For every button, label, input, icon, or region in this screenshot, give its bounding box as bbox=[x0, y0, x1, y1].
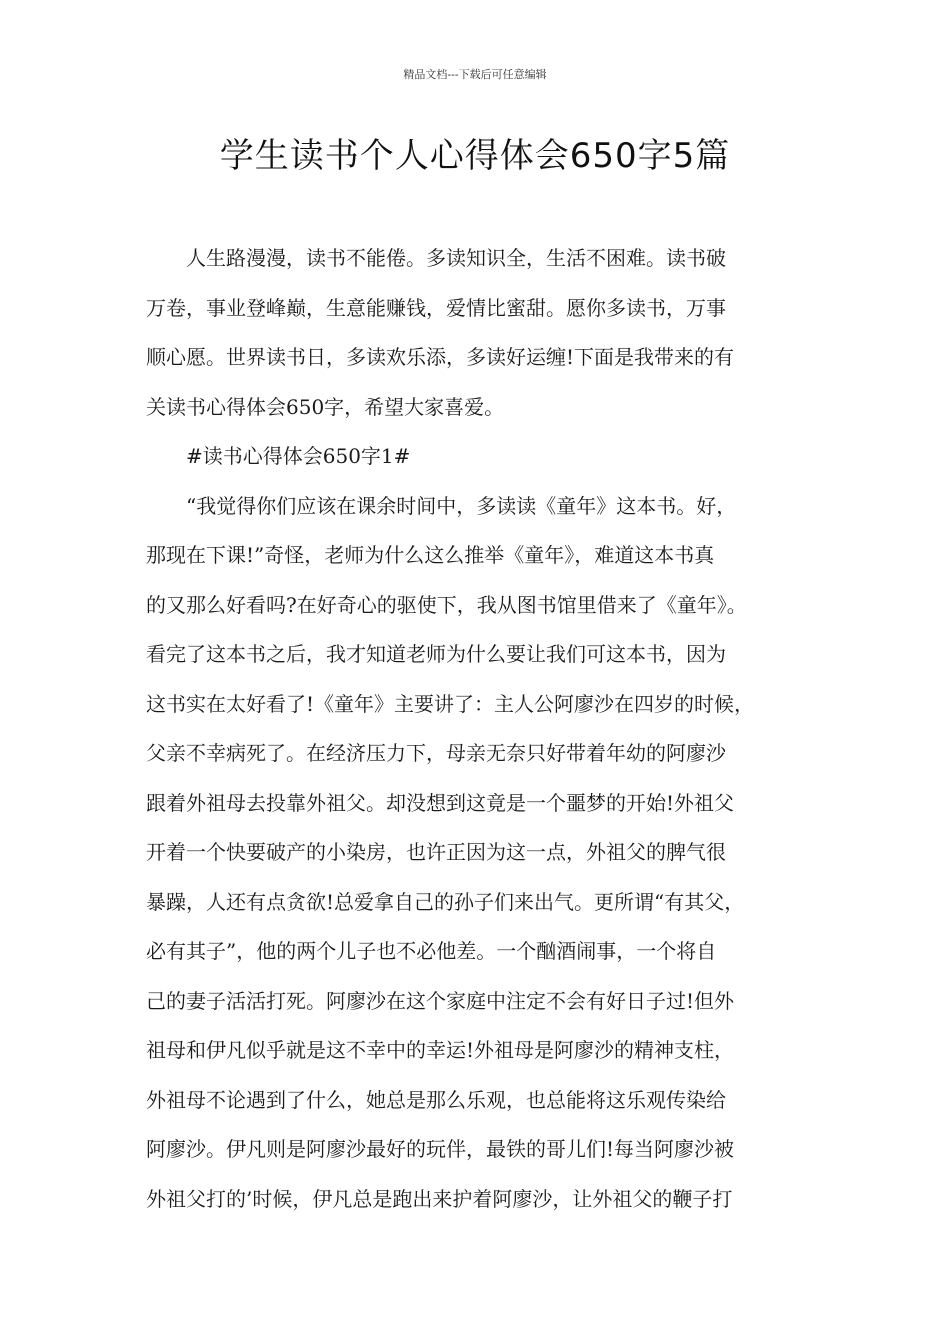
paragraph-line: 顺心愿。世界读书日，多读欢乐添，多读好运缠!下面是我带来的有 bbox=[146, 345, 735, 369]
paragraph-line: 人生路漫漫，读书不能倦。多读知识全，生活不困难。读书破 bbox=[186, 246, 726, 270]
paragraph-line: 这书实在太好看了!《童年》主要讲了：主人公阿廖沙在四岁的时候， bbox=[146, 691, 755, 716]
paragraph-line: 阿廖沙。伊凡则是阿廖沙最好的玩伴，最铁的哥儿们!每当阿廖沙被 bbox=[146, 1137, 735, 1161]
paragraph-line: 的又那么好看吗?在好奇心的驱使下，我从图书馆里借来了《童年》。 bbox=[146, 592, 747, 617]
paragraph-line: 己的妻子活活打死。阿廖沙在这个家庭中注定不会有好日子过!但外 bbox=[146, 988, 735, 1013]
paragraph-line: 必有其子”，他的两个儿子也不必他差。一个酗酒闹事，一个将自 bbox=[146, 939, 717, 963]
paragraph-line: 那现在下课!”奇怪，老师为什么这么推举《童年》，难道这本书真 bbox=[146, 543, 715, 567]
document-body bbox=[146, 234, 832, 1224]
paragraph-line: 关读书心得体会650字，希望大家喜爱。 bbox=[146, 394, 505, 419]
paragraph-line: 祖母和伊凡似乎就是这不幸中的幸运!外祖母是阿廖沙的精神支柱， bbox=[146, 1038, 735, 1062]
paragraph-line: 开着一个快要破产的小染房，也许正因为这一点，外祖父的脾气很 bbox=[146, 840, 726, 864]
paragraph-line: 父亲不幸病死了。在经济压力下，母亲无奈只好带着年幼的阿廖沙 bbox=[146, 741, 726, 765]
page-title: 学生读书个人心得体会650字5篇 bbox=[219, 136, 731, 176]
paragraph-line: 跟着外祖母去投靠外祖父。却没想到这竟是一个噩梦的开始!外祖父 bbox=[146, 790, 735, 815]
paragraph-line: “我觉得你们应该在课余时间中，多读读《童年》这本书。好， bbox=[186, 493, 737, 518]
paragraph-line: 外祖母不论遇到了什么，她总是那么乐观，也总能将这乐观传染给 bbox=[146, 1087, 726, 1112]
paragraph-line: 外祖父打的’时候，伊凡总是跑出来护着阿廖沙，让外祖父的鞭子打 bbox=[146, 1186, 733, 1211]
header-note: 精品文档---下载后可任意编辑 bbox=[403, 68, 547, 81]
paragraph-line: 看完了这本书之后，我才知道老师为什么要让我们可这本书，因为 bbox=[146, 642, 726, 666]
paragraph-line: 万卷，事业登峰巅，生意能赚钱，爱情比蜜甜。愿你多读书，万事 bbox=[146, 295, 726, 320]
section-heading: #读书心得体会650字1# bbox=[186, 444, 411, 468]
paragraph-line: 暴躁，人还有点贪欲!总爱拿自己的孙子们来出气。更所谓“有其父， bbox=[146, 889, 745, 914]
